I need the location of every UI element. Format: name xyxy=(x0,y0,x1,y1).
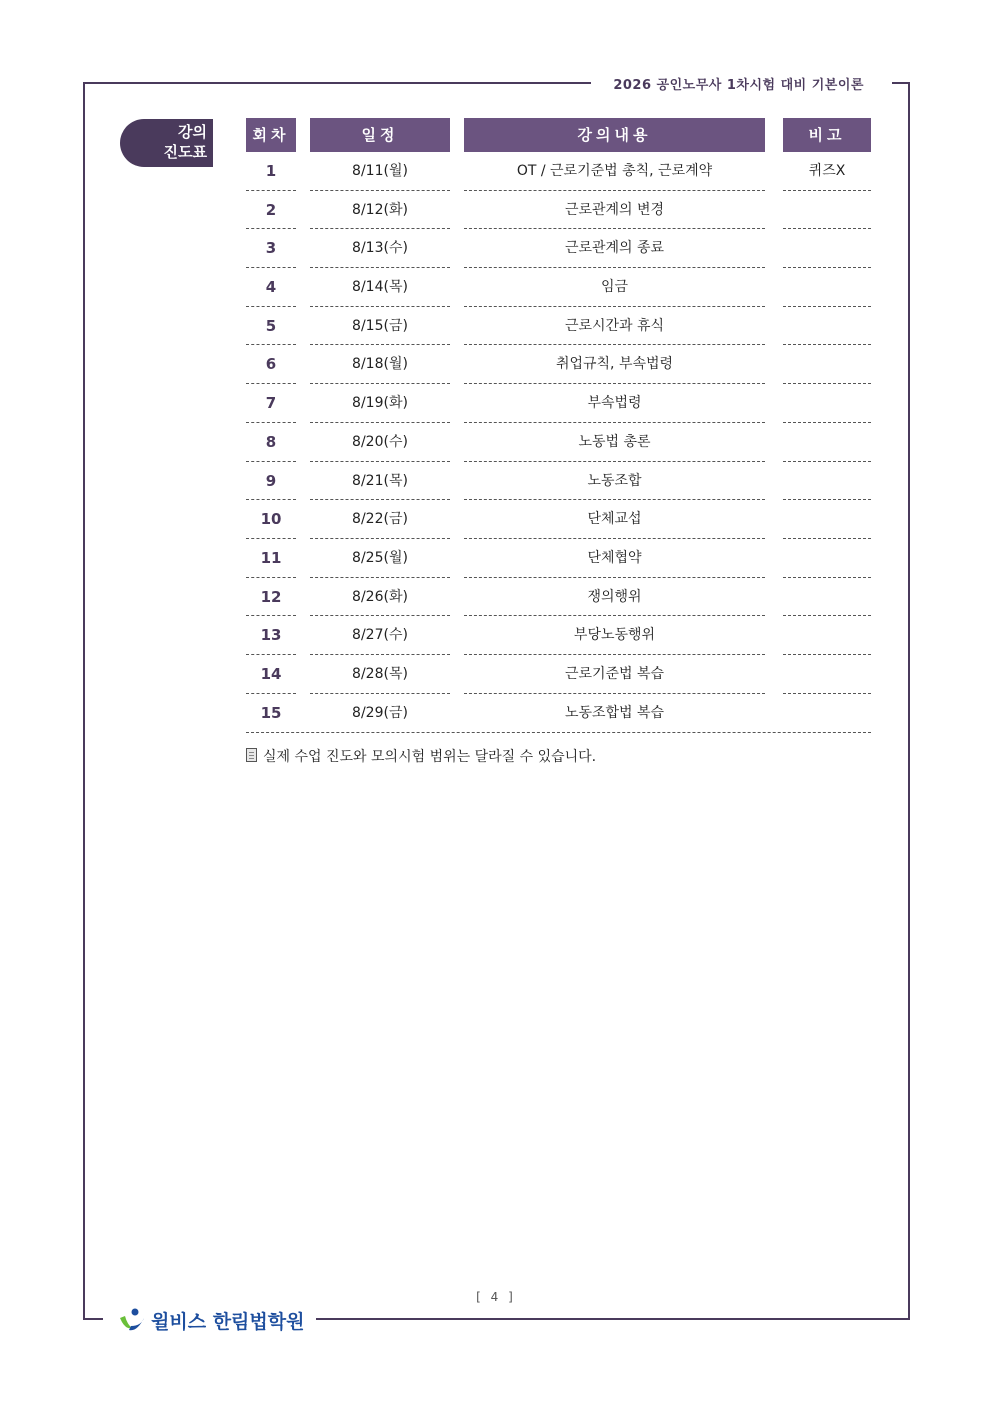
session-number: 2 xyxy=(246,191,296,230)
session-date: 8/13(수) xyxy=(310,229,450,268)
session-date: 8/18(월) xyxy=(310,345,450,384)
session-date: 8/22(금) xyxy=(310,500,450,539)
section-tag xyxy=(120,119,213,167)
session-date: 8/25(월) xyxy=(310,539,450,578)
session-content: 노동법 총론 xyxy=(464,423,765,462)
table-bottom-rule xyxy=(246,732,871,733)
session-remark xyxy=(783,345,871,384)
header-session: 회차 xyxy=(246,118,296,152)
session-date: 8/15(금) xyxy=(310,307,450,346)
table-row xyxy=(246,462,871,501)
logo-mark-icon xyxy=(117,1306,147,1334)
session-content: 단체교섭 xyxy=(464,500,765,539)
header-remark: 비고 xyxy=(783,118,871,152)
session-remark xyxy=(783,655,871,694)
table-row xyxy=(246,307,871,346)
table-row xyxy=(246,384,871,423)
session-remark xyxy=(783,229,871,268)
session-remark xyxy=(783,500,871,539)
table-row xyxy=(246,694,871,733)
table-row xyxy=(246,229,871,268)
session-number: 11 xyxy=(246,539,296,578)
session-number: 14 xyxy=(246,655,296,694)
session-date: 8/28(목) xyxy=(310,655,450,694)
table-row xyxy=(246,616,871,655)
footnote-text: 실제 수업 진도와 모의시험 범위는 달라질 수 있습니다. xyxy=(263,749,597,765)
session-remark xyxy=(783,539,871,578)
session-remark xyxy=(783,423,871,462)
schedule-table xyxy=(246,118,871,732)
session-content: 단체협약 xyxy=(464,539,765,578)
session-remark xyxy=(783,191,871,230)
document-icon xyxy=(246,748,257,762)
frame-top-left-line xyxy=(83,82,591,84)
session-remark xyxy=(783,578,871,617)
session-remark xyxy=(783,307,871,346)
session-date: 8/11(월) xyxy=(310,152,450,191)
session-remark xyxy=(783,384,871,423)
frame-left-line xyxy=(83,82,85,1319)
session-content: 임금 xyxy=(464,268,765,307)
session-number: 5 xyxy=(246,307,296,346)
session-number: 9 xyxy=(246,462,296,501)
session-number: 15 xyxy=(260,703,282,722)
session-date: 8/21(목) xyxy=(310,462,450,501)
session-remark xyxy=(783,616,871,655)
section-tag-line1: 강의 xyxy=(178,123,207,141)
table-row xyxy=(246,539,871,578)
session-content: 근로기준법 복습 xyxy=(464,655,765,694)
logo-text-part2: 한림법학원 xyxy=(212,1310,305,1333)
section-tag-line2: 진도표 xyxy=(163,143,207,161)
logo-text-part1: 윌비스 xyxy=(151,1310,207,1333)
table-row xyxy=(246,578,871,617)
logo xyxy=(117,1306,304,1334)
table-row xyxy=(246,423,871,462)
table-row xyxy=(246,655,871,694)
table-row xyxy=(246,345,871,384)
session-content: OT / 근로기준법 총칙, 근로계약 xyxy=(464,152,765,191)
page-number: [ 4 ] xyxy=(476,1290,516,1304)
header-date: 일정 xyxy=(310,118,450,152)
session-number: 1 xyxy=(246,152,296,191)
session-date: 8/27(수) xyxy=(310,616,450,655)
session-content: 근로관계의 종료 xyxy=(464,229,765,268)
session-content: 근로시간과 휴식 xyxy=(464,307,765,346)
session-remark: 퀴즈X xyxy=(783,152,871,191)
session-number: 8 xyxy=(246,423,296,462)
session-content: 근로관계의 변경 xyxy=(464,191,765,230)
header-content: 강의내용 xyxy=(464,118,765,152)
session-content: 부당노동행위 xyxy=(464,616,765,655)
header-title: 2026 공인노무사 1차시험 대비 기본이론 xyxy=(613,78,864,93)
session-number: 13 xyxy=(246,616,296,655)
session-content: 취업규칙, 부속법령 xyxy=(464,345,765,384)
session-content: 쟁의행위 xyxy=(464,578,765,617)
session-date: 8/29(금) xyxy=(352,704,408,721)
table-row xyxy=(246,191,871,230)
session-date: 8/12(화) xyxy=(310,191,450,230)
frame-bottom-right-line xyxy=(316,1318,910,1320)
logo-text xyxy=(151,1307,304,1334)
table-row xyxy=(246,268,871,307)
table-row xyxy=(246,500,871,539)
session-number: 6 xyxy=(246,345,296,384)
session-number: 12 xyxy=(246,578,296,617)
session-number: 4 xyxy=(246,268,296,307)
frame-right-line xyxy=(908,82,910,1319)
table-header-row xyxy=(246,118,871,152)
session-date: 8/20(수) xyxy=(310,423,450,462)
session-content: 부속법령 xyxy=(464,384,765,423)
table-body xyxy=(246,152,871,732)
session-content: 노동조합법 복습 xyxy=(564,704,665,721)
session-date: 8/19(화) xyxy=(310,384,450,423)
session-date: 8/14(목) xyxy=(310,268,450,307)
session-content: 노동조합 xyxy=(464,462,765,501)
table-footnote xyxy=(246,746,596,766)
session-remark xyxy=(783,462,871,501)
session-number: 10 xyxy=(246,500,296,539)
session-remark xyxy=(783,268,871,307)
session-number: 3 xyxy=(246,229,296,268)
table-row xyxy=(246,152,871,191)
frame-bottom-left-line xyxy=(83,1318,103,1320)
session-remark xyxy=(783,694,871,733)
session-number: 7 xyxy=(246,384,296,423)
session-date: 8/26(화) xyxy=(310,578,450,617)
